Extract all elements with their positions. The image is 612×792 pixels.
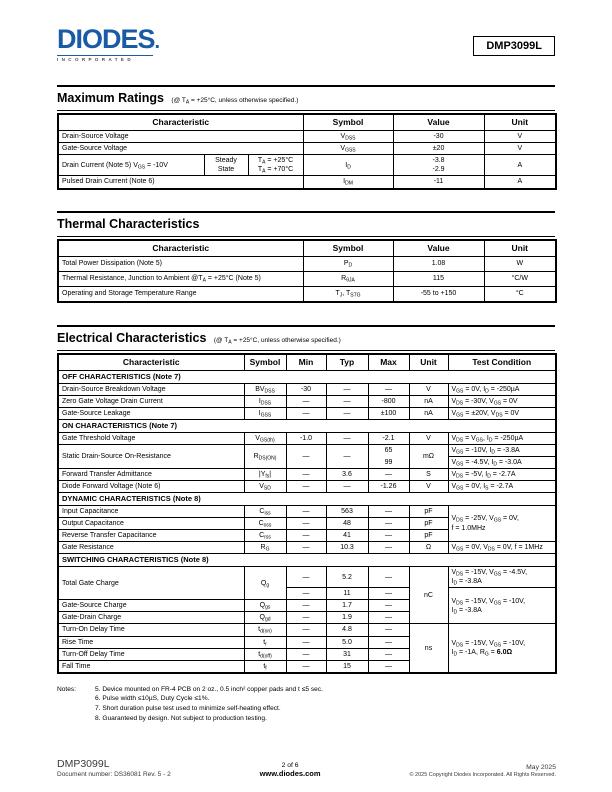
- characteristic-cell: Input Capacitance: [58, 505, 244, 517]
- column-header: Max: [368, 354, 409, 371]
- unit-cell: nA: [409, 395, 448, 407]
- unit-cell: nA: [409, 407, 448, 419]
- notes-items: [95, 685, 323, 723]
- typ-cell: 563: [326, 505, 368, 517]
- footer-document-number: Document number: DS36081 Rev. 5 - 2: [57, 771, 171, 778]
- characteristic-cell: Static Drain-Source On-Resistance: [58, 444, 244, 468]
- characteristic-cell: Gate-Source Leakage: [58, 407, 244, 419]
- test-condition-cell: [448, 624, 556, 673]
- characteristic-cell: Gate Threshold Voltage: [58, 432, 244, 444]
- section-subtitle: (@ $T_A = +25^\circ C$, unless otherwise specified.): [171, 97, 299, 106]
- test-condition-line: $I_D = -3.8A$: [451, 578, 482, 587]
- symbol-cell: $I_{DSS}$: [244, 395, 286, 407]
- unit-cell: A: [484, 155, 556, 176]
- table-row: [58, 624, 556, 636]
- unit-cell: pF: [409, 505, 448, 517]
- table-row: [58, 155, 556, 176]
- characteristic-cell: Gate-Drain Charge: [58, 612, 244, 624]
- column-header: Value: [393, 240, 484, 257]
- characteristic-cell: Thermal Resistance, Junction to Ambient $@T_A = +25^\circ C$ (Note 5): [58, 271, 303, 286]
- test-condition-line: $I_D = -3.8A$: [451, 606, 482, 616]
- characteristic-cell: Rise Time: [58, 636, 244, 648]
- min-cell: —: [286, 407, 326, 419]
- section-subtitle: (@ $T_A = +25^\circ C$, unless otherwise specified.): [213, 336, 341, 346]
- symbol-cell: $I_{DM}$: [303, 176, 393, 189]
- unit-cell: V: [484, 131, 556, 143]
- characteristic-cell: Reverse Transfer Capacitance: [58, 530, 244, 542]
- test-condition-cell: [448, 588, 556, 624]
- unit-cell: V: [484, 143, 556, 155]
- typ-cell: 1.9: [326, 612, 368, 624]
- logo-dot: .: [154, 31, 161, 53]
- note-item: 7. Short duration pulse test used to minimize self-heating effect.: [95, 704, 281, 712]
- unit-cell: V: [409, 383, 448, 395]
- footer-copyright: © 2025 Copyright Diodes Incorporated. All Rights Reserved.: [409, 772, 556, 778]
- section-label: DYNAMIC CHARACTERISTICS (Note 8): [58, 493, 556, 506]
- column-header: Symbol: [303, 114, 393, 131]
- test-condition-cell: $V_{GS} = -10V$, $I_D = -3.8A$: [448, 444, 556, 456]
- table-row: [58, 432, 556, 444]
- symbol-cell: $t_{d(off)}$: [244, 648, 286, 660]
- test-condition-line: $V_{DS} = -15V$, $V_{GS} = -4.5V$,: [451, 569, 528, 578]
- min-cell: —: [286, 636, 326, 648]
- min-cell: —: [286, 588, 326, 600]
- min-cell: -1.0: [286, 432, 326, 444]
- table-row: [58, 407, 556, 419]
- typ-cell: 15: [326, 660, 368, 673]
- symbol-cell: $C_{iss}$: [244, 505, 286, 517]
- symbol-cell: $P_D$: [303, 256, 393, 271]
- max-cell: -2.1: [368, 432, 409, 444]
- symbol-cell: $I_{GSS}$: [244, 407, 286, 419]
- symbol-cell: $I_D$: [303, 155, 393, 176]
- table-row: [58, 505, 556, 517]
- symbol-cell: $Q_{gs}$: [244, 600, 286, 612]
- max-cell: —: [368, 612, 409, 624]
- max-cell: -800: [368, 395, 409, 407]
- unit-cell: Ω: [409, 542, 448, 554]
- value-cell: -55 to +150: [393, 286, 484, 302]
- test-condition-bold-value: 6.0Ω: [496, 649, 513, 657]
- typ-cell: —: [326, 407, 368, 419]
- notes-label: Notes:: [57, 685, 77, 693]
- notes-block: [57, 685, 555, 723]
- unit-cell: S: [409, 468, 448, 480]
- max-cell: 65: [368, 444, 409, 456]
- column-header: Symbol: [244, 354, 286, 371]
- temperature-condition: $T_A = +70^\circ C$: [257, 166, 294, 175]
- section-label: ON CHARACTERISTICS (Note 7): [58, 419, 556, 432]
- test-condition-cell: $V_{DS} = -30V$, $V_{GS} = 0V$: [448, 395, 556, 407]
- typ-cell: 4.8: [326, 624, 368, 636]
- characteristic-cell: Diode Forward Voltage (Note 6): [58, 481, 244, 493]
- max-cell: 99: [368, 456, 409, 468]
- unit-cell: ns: [409, 624, 448, 673]
- value-cell: 1.08: [393, 256, 484, 271]
- test-condition-cell: $V_{GS} = 0V$, $V_{DS} = 0V$, f = 1MHz: [448, 542, 556, 554]
- min-cell: —: [286, 624, 326, 636]
- section-title: Maximum Ratings: [57, 91, 164, 105]
- unit-cell: mΩ: [409, 444, 448, 468]
- footer-part-number: DMP3099L: [57, 758, 110, 770]
- characteristic-cell: Pulsed Drain Current (Note 6): [58, 176, 303, 189]
- characteristic-cell: Gate Resistance: [58, 542, 244, 554]
- unit-cell: V: [409, 432, 448, 444]
- typ-cell: 10.3: [326, 542, 368, 554]
- column-header: Characteristic: [58, 114, 303, 131]
- typ-cell: 1.7: [326, 600, 368, 612]
- value-cell: ±20: [393, 143, 484, 155]
- min-cell: —: [286, 517, 326, 529]
- temperature-condition-cell: [248, 155, 303, 176]
- footer-right: [409, 764, 556, 778]
- footer-left: [57, 758, 171, 778]
- test-condition-cell: $V_{GS} = \pm 20V$, $V_{DS} = 0V$: [448, 407, 556, 419]
- min-cell: —: [286, 660, 326, 673]
- table-header-row: [58, 240, 556, 257]
- max-cell: —: [368, 600, 409, 612]
- typ-cell: 3.6: [326, 468, 368, 480]
- table-row: [58, 143, 556, 155]
- symbol-cell: $R_{DS(ON)}$: [244, 444, 286, 468]
- typ-cell: 41: [326, 530, 368, 542]
- characteristic-cell: Operating and Storage Temperature Range: [58, 286, 303, 302]
- page-header: [57, 26, 555, 82]
- unit-cell: nC: [409, 567, 448, 624]
- column-header: Unit: [484, 114, 556, 131]
- max-cell: —: [368, 542, 409, 554]
- symbol-cell: $V_{GSS}$: [303, 143, 393, 155]
- characteristic-cell: Forward Transfer Admittance: [58, 468, 244, 480]
- unit-cell: °C/W: [484, 271, 556, 286]
- max-cell: —: [368, 648, 409, 660]
- value-cell: [393, 155, 484, 176]
- section-row: [58, 554, 556, 567]
- typ-cell: 11: [326, 588, 368, 600]
- max-cell: —: [368, 567, 409, 588]
- page-content: [57, 26, 555, 723]
- characteristic-cell: Output Capacitance: [58, 517, 244, 529]
- column-header: Symbol: [303, 240, 393, 257]
- column-header: Value: [393, 114, 484, 131]
- characteristic-cell: Turn-Off Delay Time: [58, 648, 244, 660]
- typ-cell: 5.0: [326, 636, 368, 648]
- section-label: SWITCHING CHARACTERISTICS (Note 8): [58, 554, 556, 567]
- unit-cell: °C: [484, 286, 556, 302]
- characteristic-cell: Zero Gate Voltage Drain Current: [58, 395, 244, 407]
- symbol-cell: $Q_{gd}$: [244, 612, 286, 624]
- characteristic-cell: Drain Current (Note 5) $V_{GS} = -10V$: [58, 155, 204, 176]
- min-cell: —: [286, 481, 326, 493]
- table-row: [58, 481, 556, 493]
- table-row: [58, 256, 556, 271]
- unit-cell: A: [484, 176, 556, 189]
- min-cell: —: [286, 395, 326, 407]
- symbol-cell: $V_{SD}$: [244, 481, 286, 493]
- unit-cell: pF: [409, 530, 448, 542]
- table-row: [58, 131, 556, 143]
- steady-state-cell: [204, 155, 248, 176]
- symbol-cell: $t_{d(on)}$: [244, 624, 286, 636]
- table-header-row: [58, 114, 556, 131]
- table-row: [58, 286, 556, 302]
- page-footer: [57, 758, 556, 778]
- value-cell: -30: [393, 131, 484, 143]
- column-header: Unit: [409, 354, 448, 371]
- max-cell: —: [368, 530, 409, 542]
- characteristic-cell: Gate-Source Charge: [58, 600, 244, 612]
- column-header: Characteristic: [58, 240, 303, 257]
- symbol-cell: $R_G$: [244, 542, 286, 554]
- electrical-characteristics-heading: [57, 325, 555, 351]
- diodes-logo: [57, 26, 160, 62]
- typ-cell: —: [326, 395, 368, 407]
- note-item: 5. Device mounted on FR-4 PCB on 2 oz., 0.5 inch² copper pads and t ≤5 sec.: [95, 685, 323, 693]
- typ-cell: 48: [326, 517, 368, 529]
- test-condition-cell: [448, 505, 556, 541]
- column-header: Characteristic: [58, 354, 244, 371]
- electrical-characteristics-table: [57, 353, 557, 674]
- characteristic-cell: Drain-Source Voltage: [58, 131, 303, 143]
- section-title: Thermal Characteristics: [57, 216, 200, 231]
- symbol-cell: $t_f$: [244, 660, 286, 673]
- table-row: [58, 542, 556, 554]
- steady-state-line: State: [217, 166, 235, 174]
- max-cell: —: [368, 636, 409, 648]
- typ-cell: —: [326, 383, 368, 395]
- min-cell: —: [286, 530, 326, 542]
- table-row: [58, 468, 556, 480]
- min-cell: —: [286, 600, 326, 612]
- max-cell: —: [368, 517, 409, 529]
- symbol-cell: $Q_g$: [244, 567, 286, 600]
- test-condition-line: f = 1.0MHz: [451, 524, 486, 532]
- section-row: [58, 370, 556, 383]
- unit-cell: W: [484, 256, 556, 271]
- max-cell: —: [368, 588, 409, 600]
- section-label: OFF CHARACTERISTICS (Note 7): [58, 370, 556, 383]
- logo-incorporated-text: INCORPORATED: [57, 55, 153, 62]
- max-cell: -1.26: [368, 481, 409, 493]
- table-row: [58, 444, 556, 456]
- steady-state-line: Steady: [215, 157, 237, 165]
- thermal-characteristics-heading: [57, 211, 555, 237]
- min-cell: —: [286, 648, 326, 660]
- footer-date: May 2025: [526, 764, 556, 771]
- symbol-cell: $R_{\theta JA}$: [303, 271, 393, 286]
- maximum-ratings-table: [57, 113, 557, 190]
- value-cell: 115: [393, 271, 484, 286]
- typ-cell: 31: [326, 648, 368, 660]
- test-condition-line: $V_{DS} = -15V$, $V_{GS} = -10V$,: [451, 640, 526, 649]
- table-row: [58, 176, 556, 189]
- table-header-row: [58, 354, 556, 371]
- test-condition-cell: $V_{GS} = 0V$, $I_S = -2.7A$: [448, 481, 556, 493]
- symbol-cell: $V_{GS(th)}$: [244, 432, 286, 444]
- footer-website-link[interactable]: www.diodes.com: [259, 769, 321, 778]
- unit-cell: pF: [409, 517, 448, 529]
- value-line: -2.9: [432, 166, 445, 174]
- symbol-cell: $BV_{DSS}$: [244, 383, 286, 395]
- table-row: [58, 567, 556, 588]
- test-condition-line: [452, 648, 553, 657]
- footer-center: [260, 762, 321, 778]
- maximum-ratings-heading: [57, 85, 555, 111]
- max-cell: ±100: [368, 407, 409, 419]
- part-number-box: DMP3099L: [473, 36, 555, 56]
- temperature-condition: $T_A = +25^\circ C$: [257, 157, 294, 166]
- section-row: [58, 493, 556, 506]
- max-cell: —: [368, 468, 409, 480]
- characteristic-cell: Gate-Source Voltage: [58, 143, 303, 155]
- footer-page-number: 2 of 6: [281, 762, 299, 769]
- unit-cell: V: [409, 481, 448, 493]
- typ-cell: —: [326, 444, 368, 468]
- test-condition-cell: $V_{DS} = -5V$, $I_D = -2.7A$: [448, 468, 556, 480]
- characteristic-cell: Drain-Source Breakdown Voltage: [58, 383, 244, 395]
- symbol-cell: $C_{rss}$: [244, 530, 286, 542]
- typ-cell: —: [326, 432, 368, 444]
- symbol-cell: $T_J$, $T_{STG}$: [303, 286, 393, 302]
- table-row: [58, 395, 556, 407]
- test-condition-text: $I_D = -1A$, $R_G$ =: [451, 649, 497, 658]
- max-cell: —: [368, 383, 409, 395]
- min-cell: —: [286, 567, 326, 588]
- min-cell: -30: [286, 383, 326, 395]
- characteristic-cell: Fall Time: [58, 660, 244, 673]
- column-header: Typ: [326, 354, 368, 371]
- typ-cell: 5.2: [326, 567, 368, 588]
- section-title: Electrical Characteristics: [57, 330, 207, 345]
- max-cell: —: [368, 660, 409, 673]
- column-header: Min: [286, 354, 326, 371]
- min-cell: —: [286, 468, 326, 480]
- min-cell: —: [286, 505, 326, 517]
- test-condition-cell: $V_{DS} = V_{GS}$, $I_D = -250\mu A$: [448, 432, 556, 444]
- symbol-cell: $|Y_{fs}|$: [244, 468, 286, 480]
- min-cell: —: [286, 612, 326, 624]
- characteristic-cell: Total Gate Charge: [58, 567, 244, 600]
- symbol-cell: $C_{oss}$: [244, 517, 286, 529]
- characteristic-cell: Turn-On Delay Time: [58, 624, 244, 636]
- test-condition-cell: $V_{GS} = 0V$, $I_D = -250\mu A$: [448, 383, 556, 395]
- test-condition-cell: [448, 567, 556, 588]
- characteristic-cell: Total Power Dissipation (Note 5): [58, 256, 303, 271]
- value-cell: -11: [393, 176, 484, 189]
- typ-cell: —: [326, 481, 368, 493]
- value-line: -3.8: [432, 157, 445, 165]
- max-cell: —: [368, 505, 409, 517]
- note-item: 6. Pulse width ≤10µS, Duty Cycle ≤1%.: [95, 695, 210, 703]
- note-item: 8. Guaranteed by design. Not subject to production testing.: [95, 714, 267, 722]
- logo-brand-text: DIODES: [57, 24, 155, 54]
- test-condition-cell: $V_{GS} = -4.5V$, $I_D = -3.0A$: [448, 456, 556, 468]
- table-row: [58, 271, 556, 286]
- table-row: [58, 383, 556, 395]
- column-header: Test Condition: [448, 354, 556, 371]
- min-cell: —: [286, 542, 326, 554]
- symbol-cell: $V_{DSS}$: [303, 131, 393, 143]
- column-header: Unit: [484, 240, 556, 257]
- section-row: [58, 419, 556, 432]
- test-condition-line: $V_{DS} = -25V$, $V_{GS} = 0V$,: [451, 515, 519, 524]
- max-cell: —: [368, 624, 409, 636]
- test-condition-line: $V_{DS} = -15V$, $V_{GS} = -10V$,: [451, 597, 526, 607]
- symbol-cell: $t_r$: [244, 636, 286, 648]
- min-cell: —: [286, 444, 326, 468]
- thermal-characteristics-table: [57, 239, 557, 303]
